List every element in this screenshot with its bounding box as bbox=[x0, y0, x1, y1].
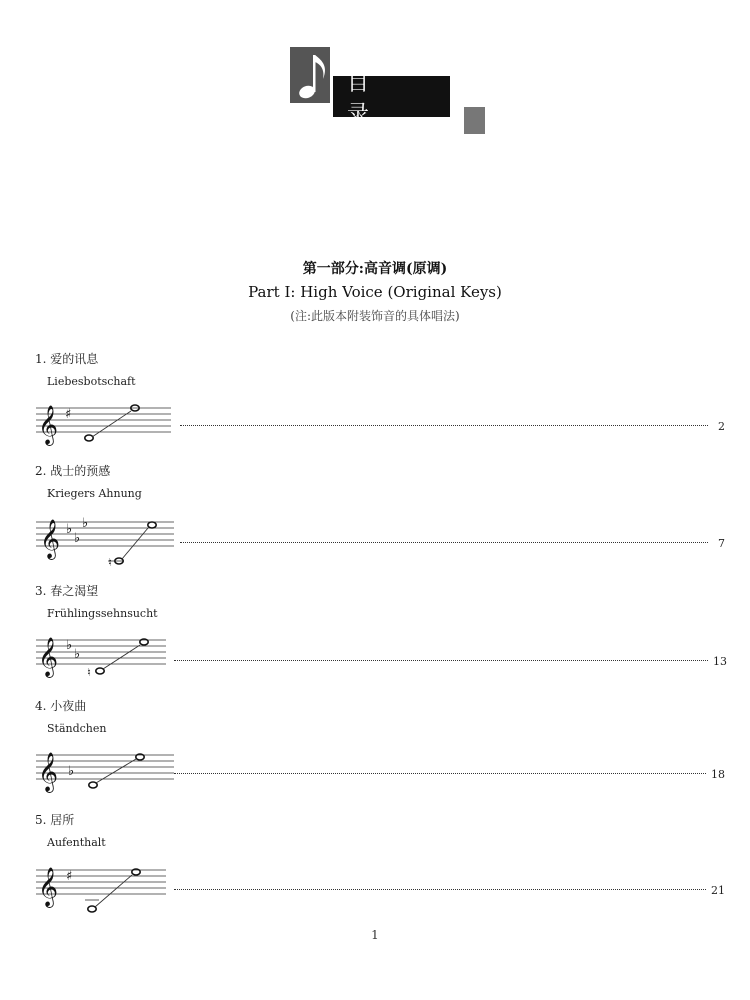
part-title-cn: 第一部分:高音调(原调) bbox=[302, 261, 448, 277]
treble-clef-icon: 𝄞 bbox=[40, 519, 61, 559]
music-staff-excerpt bbox=[36, 512, 174, 572]
entry-title-cn[interactable]: 3. 春之渴望 bbox=[35, 584, 99, 598]
decorative-square bbox=[464, 107, 485, 134]
part-note: (注:此版本附装饰音的具体唱法) bbox=[290, 309, 460, 323]
entry-title-cn[interactable]: 1. 爱的讯息 bbox=[35, 352, 99, 366]
natural-icon: ♮ bbox=[87, 666, 91, 679]
flat-icon: ♭ bbox=[66, 638, 73, 653]
dot-leader bbox=[174, 773, 706, 774]
part-title-en: Part Ⅰ: High Voice (Original Keys) bbox=[248, 283, 502, 301]
entry-title-cn[interactable]: 5. 居所 bbox=[35, 813, 75, 827]
music-staff-excerpt bbox=[36, 630, 166, 685]
page-number[interactable]: 2 bbox=[718, 420, 725, 433]
flat-icon: ♭ bbox=[74, 531, 81, 546]
note-tile bbox=[290, 47, 330, 103]
footer-page-number: 1 bbox=[371, 928, 379, 942]
flat-icon: ♭ bbox=[82, 516, 89, 531]
dot-leader bbox=[180, 542, 708, 543]
page-title: 目 录 bbox=[333, 76, 450, 117]
entry-title-cn[interactable]: 2. 战士的预感 bbox=[35, 464, 111, 478]
entry-title-de[interactable]: Aufenthalt bbox=[47, 836, 106, 849]
dot-leader bbox=[174, 660, 708, 661]
music-staff-excerpt bbox=[36, 398, 171, 448]
entry-title-de[interactable]: Liebesbotschaft bbox=[47, 375, 136, 388]
music-staff-excerpt bbox=[36, 860, 166, 918]
entry-title-de[interactable]: Frühlingssehnsucht bbox=[47, 607, 158, 620]
sharp-icon: ♯ bbox=[66, 869, 73, 884]
eighth-note-icon bbox=[290, 47, 330, 103]
natural-icon: ♮ bbox=[108, 556, 112, 569]
flat-icon: ♭ bbox=[74, 647, 81, 662]
treble-clef-icon: 𝄞 bbox=[38, 637, 59, 677]
entry-title-de[interactable]: Ständchen bbox=[47, 722, 107, 735]
music-staff-excerpt bbox=[36, 745, 174, 795]
dot-leader bbox=[180, 425, 708, 426]
entry-title-cn[interactable]: 4. 小夜曲 bbox=[35, 699, 87, 713]
page-number[interactable]: 21 bbox=[711, 884, 725, 897]
page-number[interactable]: 7 bbox=[718, 537, 725, 550]
dot-leader bbox=[174, 889, 706, 890]
entry-title-de[interactable]: Kriegers Ahnung bbox=[47, 487, 142, 500]
whole-note-icon bbox=[85, 435, 93, 441]
sharp-icon: ♯ bbox=[65, 407, 72, 422]
whole-note-icon bbox=[89, 782, 97, 788]
whole-note-icon bbox=[148, 522, 156, 528]
page-number[interactable]: 13 bbox=[713, 655, 727, 668]
page-number[interactable]: 18 bbox=[711, 768, 725, 781]
treble-clef-icon: 𝄞 bbox=[38, 867, 59, 907]
treble-clef-icon: 𝄞 bbox=[38, 752, 59, 792]
flat-icon: ♭ bbox=[66, 522, 73, 537]
flat-icon: ♭ bbox=[68, 764, 75, 779]
treble-clef-icon: 𝄞 bbox=[38, 405, 59, 445]
